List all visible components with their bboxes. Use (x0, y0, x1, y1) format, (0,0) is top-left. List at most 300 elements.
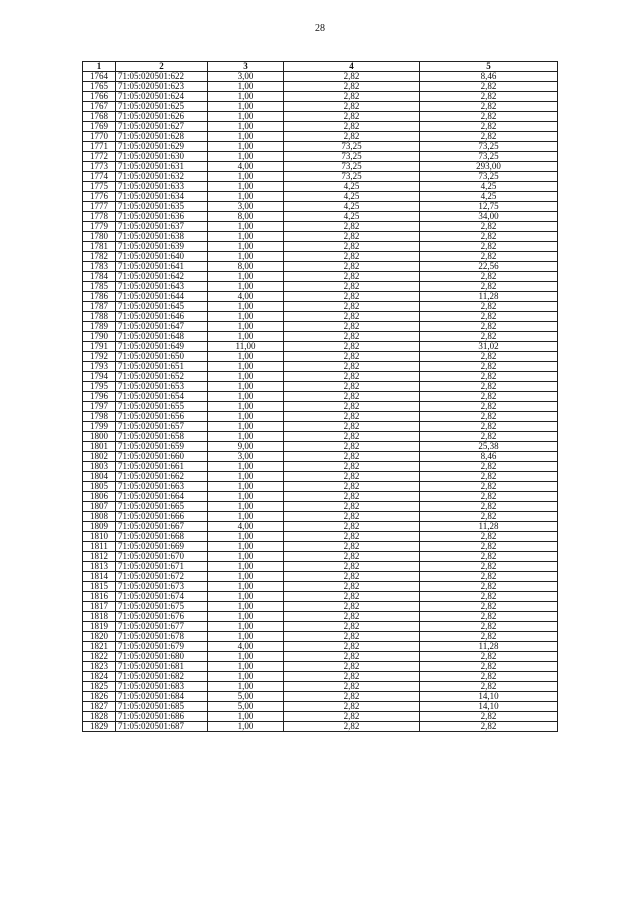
amount-cell: 2,82 (420, 432, 558, 442)
amount-cell: 2,82 (420, 652, 558, 662)
cadastral-number-cell: 71:05:020501:629 (116, 142, 208, 152)
cadastral-number-cell: 71:05:020501:653 (116, 382, 208, 392)
row-number-cell: 1794 (83, 372, 116, 382)
amount-cell: 2,82 (420, 622, 558, 632)
table-row (83, 122, 558, 132)
table-body (83, 72, 558, 732)
amount-cell: 2,82 (420, 242, 558, 252)
amount-cell: 2,82 (420, 352, 558, 362)
cadastral-number-cell: 71:05:020501:685 (116, 702, 208, 712)
quantity-cell: 1,00 (208, 382, 284, 392)
amount-cell: 2,82 (420, 532, 558, 542)
amount-cell: 73,25 (420, 152, 558, 162)
rate-cell: 2,82 (284, 722, 420, 732)
row-number-cell: 1799 (83, 422, 116, 432)
table-row (83, 312, 558, 322)
cadastral-number-cell: 71:05:020501:683 (116, 682, 208, 692)
row-number-cell: 1828 (83, 712, 116, 722)
cadastral-number-cell: 71:05:020501:670 (116, 552, 208, 562)
amount-cell: 2,82 (420, 572, 558, 582)
row-number-cell: 1818 (83, 612, 116, 622)
row-number-cell: 1806 (83, 492, 116, 502)
row-number-cell: 1796 (83, 392, 116, 402)
rate-cell: 4,25 (284, 212, 420, 222)
quantity-cell: 1,00 (208, 512, 284, 522)
cadastral-number-cell: 71:05:020501:659 (116, 442, 208, 452)
row-number-cell: 1788 (83, 312, 116, 322)
quantity-cell: 1,00 (208, 122, 284, 132)
rate-cell: 2,82 (284, 622, 420, 632)
rate-cell: 2,82 (284, 642, 420, 652)
table-row (83, 372, 558, 382)
table-row (83, 242, 558, 252)
quantity-cell: 5,00 (208, 692, 284, 702)
row-number-cell: 1776 (83, 192, 116, 202)
quantity-cell: 1,00 (208, 492, 284, 502)
rate-cell: 2,82 (284, 682, 420, 692)
quantity-cell: 1,00 (208, 552, 284, 562)
table-row (83, 352, 558, 362)
quantity-cell: 1,00 (208, 572, 284, 582)
rate-cell: 2,82 (284, 92, 420, 102)
row-number-cell: 1820 (83, 632, 116, 642)
data-table (82, 61, 558, 732)
amount-cell: 293,00 (420, 162, 558, 172)
cadastral-number-cell: 71:05:020501:655 (116, 402, 208, 412)
amount-cell: 14,10 (420, 702, 558, 712)
table-row (83, 522, 558, 532)
rate-cell: 2,82 (284, 512, 420, 522)
quantity-cell: 1,00 (208, 422, 284, 432)
row-number-cell: 1793 (83, 362, 116, 372)
quantity-cell: 1,00 (208, 192, 284, 202)
rate-cell: 2,82 (284, 432, 420, 442)
row-number-cell: 1797 (83, 402, 116, 412)
row-number-cell: 1781 (83, 242, 116, 252)
quantity-cell: 1,00 (208, 302, 284, 312)
rate-cell: 2,82 (284, 652, 420, 662)
rate-cell: 2,82 (284, 482, 420, 492)
quantity-cell: 4,00 (208, 642, 284, 652)
amount-cell: 2,82 (420, 422, 558, 432)
column-header: 2 (116, 62, 208, 72)
cadastral-number-cell: 71:05:020501:639 (116, 242, 208, 252)
amount-cell: 2,82 (420, 302, 558, 312)
row-number-cell: 1783 (83, 262, 116, 272)
quantity-cell: 4,00 (208, 292, 284, 302)
row-number-cell: 1792 (83, 352, 116, 362)
quantity-cell: 1,00 (208, 462, 284, 472)
table-row (83, 612, 558, 622)
table-row (83, 712, 558, 722)
table-row (83, 172, 558, 182)
header-row (83, 62, 558, 72)
cadastral-number-cell: 71:05:020501:667 (116, 522, 208, 532)
column-header: 5 (420, 62, 558, 72)
quantity-cell: 3,00 (208, 72, 284, 82)
rate-cell: 2,82 (284, 282, 420, 292)
rate-cell: 2,82 (284, 662, 420, 672)
cadastral-number-cell: 71:05:020501:652 (116, 372, 208, 382)
amount-cell: 11,28 (420, 292, 558, 302)
column-header: 1 (83, 62, 116, 72)
rate-cell: 2,82 (284, 112, 420, 122)
rate-cell: 2,82 (284, 412, 420, 422)
cadastral-number-cell: 71:05:020501:636 (116, 212, 208, 222)
row-number-cell: 1817 (83, 602, 116, 612)
cadastral-number-cell: 71:05:020501:664 (116, 492, 208, 502)
page-number: 28 (315, 23, 325, 34)
rate-cell: 2,82 (284, 602, 420, 612)
quantity-cell: 4,00 (208, 162, 284, 172)
quantity-cell: 1,00 (208, 322, 284, 332)
table-row (83, 342, 558, 352)
quantity-cell: 1,00 (208, 532, 284, 542)
amount-cell: 2,82 (420, 272, 558, 282)
amount-cell: 22,56 (420, 262, 558, 272)
amount-cell: 2,82 (420, 632, 558, 642)
row-number-cell: 1813 (83, 562, 116, 572)
amount-cell: 2,82 (420, 252, 558, 262)
rate-cell: 2,82 (284, 292, 420, 302)
cadastral-number-cell: 71:05:020501:632 (116, 172, 208, 182)
quantity-cell: 9,00 (208, 442, 284, 452)
rate-cell: 2,82 (284, 72, 420, 82)
rate-cell: 2,82 (284, 332, 420, 342)
quantity-cell: 1,00 (208, 132, 284, 142)
cadastral-number-cell: 71:05:020501:637 (116, 222, 208, 232)
table-row (83, 112, 558, 122)
row-number-cell: 1768 (83, 112, 116, 122)
cadastral-number-cell: 71:05:020501:642 (116, 272, 208, 282)
rate-cell: 2,82 (284, 472, 420, 482)
table-row (83, 232, 558, 242)
rate-cell: 2,82 (284, 542, 420, 552)
amount-cell: 2,82 (420, 312, 558, 322)
rate-cell: 73,25 (284, 162, 420, 172)
quantity-cell: 1,00 (208, 602, 284, 612)
row-number-cell: 1822 (83, 652, 116, 662)
table-row (83, 672, 558, 682)
table-row (83, 702, 558, 712)
amount-cell: 2,82 (420, 562, 558, 572)
amount-cell: 2,82 (420, 132, 558, 142)
amount-cell: 2,82 (420, 92, 558, 102)
row-number-cell: 1816 (83, 592, 116, 602)
quantity-cell: 1,00 (208, 612, 284, 622)
row-number-cell: 1809 (83, 522, 116, 532)
amount-cell: 2,82 (420, 582, 558, 592)
table-row (83, 92, 558, 102)
row-number-cell: 1803 (83, 462, 116, 472)
table-row (83, 132, 558, 142)
cadastral-number-cell: 71:05:020501:651 (116, 362, 208, 372)
amount-cell: 11,28 (420, 642, 558, 652)
cadastral-number-cell: 71:05:020501:681 (116, 662, 208, 672)
cadastral-number-cell: 71:05:020501:666 (116, 512, 208, 522)
quantity-cell: 1,00 (208, 282, 284, 292)
quantity-cell: 1,00 (208, 242, 284, 252)
quantity-cell: 1,00 (208, 472, 284, 482)
quantity-cell: 1,00 (208, 662, 284, 672)
cadastral-number-cell: 71:05:020501:647 (116, 322, 208, 332)
quantity-cell: 1,00 (208, 652, 284, 662)
table-row (83, 442, 558, 452)
table-row (83, 272, 558, 282)
rate-cell: 4,25 (284, 182, 420, 192)
row-number-cell: 1779 (83, 222, 116, 232)
rate-cell: 73,25 (284, 142, 420, 152)
row-number-cell: 1812 (83, 552, 116, 562)
rate-cell: 2,82 (284, 502, 420, 512)
rate-cell: 2,82 (284, 442, 420, 452)
quantity-cell: 1,00 (208, 92, 284, 102)
cadastral-number-cell: 71:05:020501:649 (116, 342, 208, 352)
rate-cell: 2,82 (284, 302, 420, 312)
table-row (83, 452, 558, 462)
row-number-cell: 1780 (83, 232, 116, 242)
amount-cell: 34,00 (420, 212, 558, 222)
row-number-cell: 1787 (83, 302, 116, 312)
amount-cell: 4,25 (420, 182, 558, 192)
row-number-cell: 1802 (83, 452, 116, 462)
table-row (83, 462, 558, 472)
quantity-cell: 1,00 (208, 102, 284, 112)
cadastral-number-cell: 71:05:020501:674 (116, 592, 208, 602)
cadastral-number-cell: 71:05:020501:660 (116, 452, 208, 462)
table-row (83, 622, 558, 632)
cadastral-number-cell: 71:05:020501:687 (116, 722, 208, 732)
table-row (83, 322, 558, 332)
amount-cell: 2,82 (420, 372, 558, 382)
quantity-cell: 1,00 (208, 182, 284, 192)
table-row (83, 422, 558, 432)
row-number-cell: 1801 (83, 442, 116, 452)
rate-cell: 2,82 (284, 692, 420, 702)
amount-cell: 2,82 (420, 592, 558, 602)
cadastral-number-cell: 71:05:020501:654 (116, 392, 208, 402)
amount-cell: 2,82 (420, 402, 558, 412)
cadastral-number-cell: 71:05:020501:631 (116, 162, 208, 172)
row-number-cell: 1804 (83, 472, 116, 482)
row-number-cell: 1765 (83, 82, 116, 92)
amount-cell: 2,82 (420, 612, 558, 622)
quantity-cell: 1,00 (208, 412, 284, 422)
row-number-cell: 1810 (83, 532, 116, 542)
amount-cell: 2,82 (420, 122, 558, 132)
row-number-cell: 1785 (83, 282, 116, 292)
cadastral-number-cell: 71:05:020501:622 (116, 72, 208, 82)
rate-cell: 2,82 (284, 262, 420, 272)
amount-cell: 2,82 (420, 492, 558, 502)
rate-cell: 73,25 (284, 172, 420, 182)
table-row (83, 182, 558, 192)
cadastral-number-cell: 71:05:020501:650 (116, 352, 208, 362)
quantity-cell: 1,00 (208, 272, 284, 282)
cadastral-number-cell: 71:05:020501:684 (116, 692, 208, 702)
quantity-cell: 1,00 (208, 312, 284, 322)
cadastral-number-cell: 71:05:020501:673 (116, 582, 208, 592)
rate-cell: 2,82 (284, 522, 420, 532)
cadastral-number-cell: 71:05:020501:676 (116, 612, 208, 622)
cadastral-number-cell: 71:05:020501:626 (116, 112, 208, 122)
table-row (83, 562, 558, 572)
rate-cell: 2,82 (284, 272, 420, 282)
quantity-cell: 1,00 (208, 152, 284, 162)
table-row (83, 392, 558, 402)
quantity-cell: 1,00 (208, 332, 284, 342)
cadastral-number-cell: 71:05:020501:640 (116, 252, 208, 262)
row-number-cell: 1815 (83, 582, 116, 592)
row-number-cell: 1790 (83, 332, 116, 342)
rate-cell: 2,82 (284, 702, 420, 712)
table-row (83, 432, 558, 442)
row-number-cell: 1800 (83, 432, 116, 442)
cadastral-number-cell: 71:05:020501:669 (116, 542, 208, 552)
quantity-cell: 1,00 (208, 592, 284, 602)
amount-cell: 2,82 (420, 82, 558, 92)
row-number-cell: 1786 (83, 292, 116, 302)
quantity-cell: 1,00 (208, 352, 284, 362)
amount-cell: 25,38 (420, 442, 558, 452)
table-row (83, 482, 558, 492)
rate-cell: 2,82 (284, 582, 420, 592)
table-row (83, 82, 558, 92)
table-row (83, 382, 558, 392)
table-row (83, 642, 558, 652)
amount-cell: 2,82 (420, 552, 558, 562)
quantity-cell: 1,00 (208, 362, 284, 372)
table-row (83, 602, 558, 612)
row-number-cell: 1784 (83, 272, 116, 282)
rate-cell: 2,82 (284, 552, 420, 562)
row-number-cell: 1824 (83, 672, 116, 682)
rate-cell: 2,82 (284, 452, 420, 462)
row-number-cell: 1778 (83, 212, 116, 222)
amount-cell: 2,82 (420, 672, 558, 682)
quantity-cell: 1,00 (208, 372, 284, 382)
quantity-cell: 11,00 (208, 342, 284, 352)
row-number-cell: 1808 (83, 512, 116, 522)
table-row (83, 332, 558, 342)
rate-cell: 2,82 (284, 392, 420, 402)
quantity-cell: 1,00 (208, 172, 284, 182)
rate-cell: 2,82 (284, 632, 420, 642)
cadastral-number-cell: 71:05:020501:641 (116, 262, 208, 272)
quantity-cell: 1,00 (208, 632, 284, 642)
amount-cell: 11,28 (420, 522, 558, 532)
row-number-cell: 1829 (83, 722, 116, 732)
table-row (83, 542, 558, 552)
rate-cell: 2,82 (284, 122, 420, 132)
table-row (83, 222, 558, 232)
rate-cell: 2,82 (284, 222, 420, 232)
rate-cell: 73,25 (284, 152, 420, 162)
row-number-cell: 1764 (83, 72, 116, 82)
rate-cell: 2,82 (284, 372, 420, 382)
rate-cell: 2,82 (284, 342, 420, 352)
cadastral-number-cell: 71:05:020501:638 (116, 232, 208, 242)
cadastral-number-cell: 71:05:020501:686 (116, 712, 208, 722)
cadastral-number-cell: 71:05:020501:648 (116, 332, 208, 342)
quantity-cell: 1,00 (208, 542, 284, 552)
cadastral-number-cell: 71:05:020501:662 (116, 472, 208, 482)
table-row (83, 102, 558, 112)
quantity-cell: 1,00 (208, 622, 284, 632)
cadastral-number-cell: 71:05:020501:656 (116, 412, 208, 422)
table-row (83, 582, 558, 592)
quantity-cell: 1,00 (208, 712, 284, 722)
rate-cell: 2,82 (284, 422, 420, 432)
table-row (83, 252, 558, 262)
rate-cell: 2,82 (284, 252, 420, 262)
row-number-cell: 1827 (83, 702, 116, 712)
cadastral-number-cell: 71:05:020501:625 (116, 102, 208, 112)
row-number-cell: 1773 (83, 162, 116, 172)
quantity-cell: 1,00 (208, 562, 284, 572)
rate-cell: 2,82 (284, 362, 420, 372)
quantity-cell: 1,00 (208, 502, 284, 512)
rate-cell: 2,82 (284, 402, 420, 412)
quantity-cell: 1,00 (208, 142, 284, 152)
amount-cell: 8,46 (420, 72, 558, 82)
rate-cell: 2,82 (284, 82, 420, 92)
table-row (83, 572, 558, 582)
rate-cell: 2,82 (284, 132, 420, 142)
cadastral-number-cell: 71:05:020501:668 (116, 532, 208, 542)
cadastral-number-cell: 71:05:020501:663 (116, 482, 208, 492)
cadastral-number-cell: 71:05:020501:635 (116, 202, 208, 212)
row-number-cell: 1819 (83, 622, 116, 632)
table-row (83, 192, 558, 202)
amount-cell: 2,82 (420, 112, 558, 122)
row-number-cell: 1798 (83, 412, 116, 422)
amount-cell: 2,82 (420, 462, 558, 472)
row-number-cell: 1805 (83, 482, 116, 492)
quantity-cell: 5,00 (208, 702, 284, 712)
quantity-cell: 1,00 (208, 682, 284, 692)
amount-cell: 2,82 (420, 662, 558, 672)
row-number-cell: 1771 (83, 142, 116, 152)
cadastral-number-cell: 71:05:020501:623 (116, 82, 208, 92)
table-row (83, 402, 558, 412)
amount-cell: 4,25 (420, 192, 558, 202)
row-number-cell: 1826 (83, 692, 116, 702)
cadastral-number-cell: 71:05:020501:679 (116, 642, 208, 652)
amount-cell: 73,25 (420, 142, 558, 152)
quantity-cell: 1,00 (208, 582, 284, 592)
quantity-cell: 8,00 (208, 212, 284, 222)
table-row (83, 262, 558, 272)
cadastral-number-cell: 71:05:020501:628 (116, 132, 208, 142)
rate-cell: 2,82 (284, 232, 420, 242)
quantity-cell: 1,00 (208, 402, 284, 412)
row-number-cell: 1775 (83, 182, 116, 192)
cadastral-number-cell: 71:05:020501:657 (116, 422, 208, 432)
table-row (83, 472, 558, 482)
table-row (83, 202, 558, 212)
table-row (83, 362, 558, 372)
row-number-cell: 1823 (83, 662, 116, 672)
quantity-cell: 1,00 (208, 232, 284, 242)
rate-cell: 2,82 (284, 102, 420, 112)
amount-cell: 2,82 (420, 472, 558, 482)
rate-cell: 2,82 (284, 492, 420, 502)
table-row (83, 162, 558, 172)
rate-cell: 2,82 (284, 322, 420, 332)
row-number-cell: 1769 (83, 122, 116, 132)
row-number-cell: 1777 (83, 202, 116, 212)
